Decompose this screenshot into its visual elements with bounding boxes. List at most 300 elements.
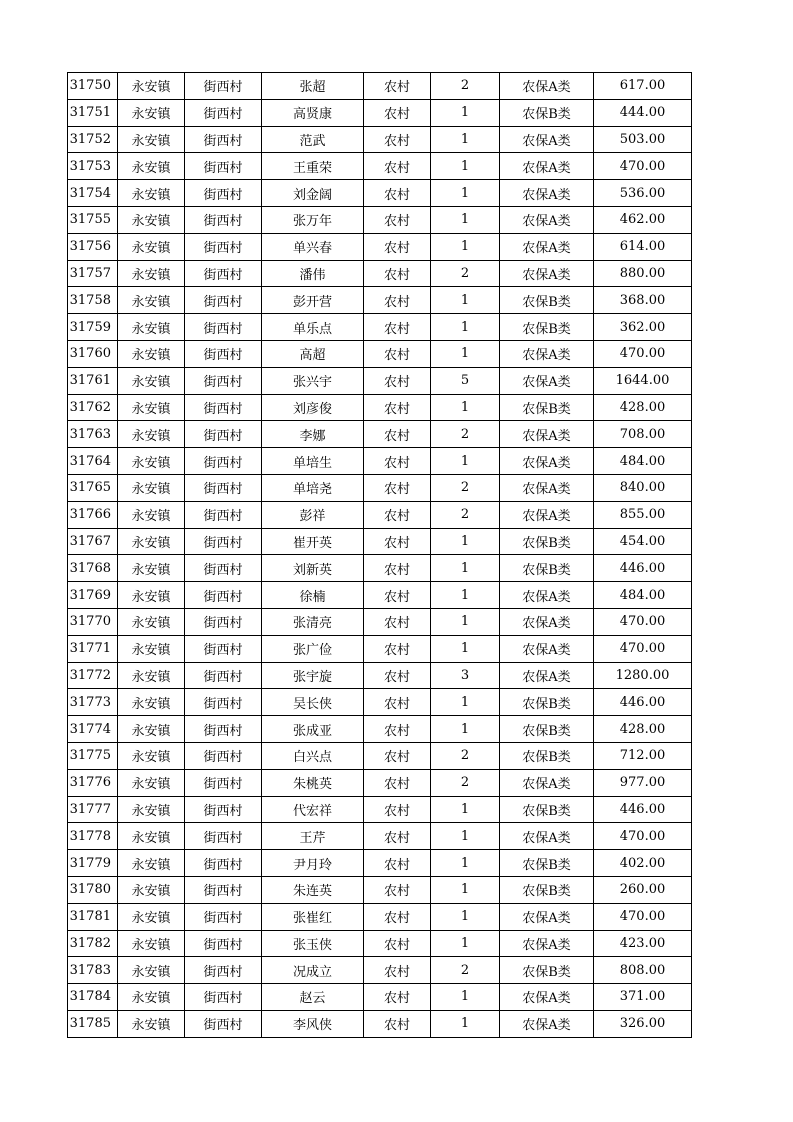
cell-record-id: 31784 [68, 984, 118, 1011]
cell-insurance-class: 农保A类 [500, 180, 594, 207]
cell-name: 张玉侠 [262, 930, 364, 957]
cell-village: 街西村 [185, 662, 262, 689]
cell-amount: 1280.00 [594, 662, 692, 689]
cell-name: 况成立 [262, 957, 364, 984]
cell-record-id: 31781 [68, 903, 118, 930]
cell-name: 张万年 [262, 206, 364, 233]
cell-household-size: 1 [431, 448, 500, 475]
cell-town: 永安镇 [118, 903, 185, 930]
cell-residence-type: 农村 [364, 984, 431, 1011]
cell-amount: 446.00 [594, 555, 692, 582]
cell-name: 高超 [262, 340, 364, 367]
cell-record-id: 31774 [68, 716, 118, 743]
cell-residence-type: 农村 [364, 689, 431, 716]
cell-record-id: 31779 [68, 850, 118, 877]
table-row [68, 314, 692, 341]
cell-household-size: 1 [431, 984, 500, 1011]
cell-amount: 840.00 [594, 474, 692, 501]
cell-insurance-class: 农保A类 [500, 474, 594, 501]
cell-village: 街西村 [185, 260, 262, 287]
cell-insurance-class: 农保B类 [500, 850, 594, 877]
cell-name: 李风侠 [262, 1010, 364, 1037]
cell-amount: 470.00 [594, 903, 692, 930]
cell-insurance-class: 农保A类 [500, 903, 594, 930]
cell-record-id: 31760 [68, 340, 118, 367]
cell-town: 永安镇 [118, 957, 185, 984]
cell-record-id: 31757 [68, 260, 118, 287]
cell-village: 街西村 [185, 796, 262, 823]
table-row [68, 984, 692, 1011]
cell-name: 白兴点 [262, 742, 364, 769]
cell-village: 街西村 [185, 233, 262, 260]
table-row [68, 340, 692, 367]
cell-record-id: 31761 [68, 367, 118, 394]
cell-record-id: 31776 [68, 769, 118, 796]
cell-village: 街西村 [185, 957, 262, 984]
cell-household-size: 1 [431, 287, 500, 314]
table-row [68, 394, 692, 421]
cell-record-id: 31750 [68, 73, 118, 100]
cell-town: 永安镇 [118, 850, 185, 877]
cell-town: 永安镇 [118, 984, 185, 1011]
table-row [68, 850, 692, 877]
cell-insurance-class: 农保A类 [500, 126, 594, 153]
cell-household-size: 1 [431, 823, 500, 850]
cell-town: 永安镇 [118, 126, 185, 153]
cell-town: 永安镇 [118, 180, 185, 207]
cell-village: 街西村 [185, 421, 262, 448]
table-row [68, 260, 692, 287]
cell-name: 吴长侠 [262, 689, 364, 716]
cell-insurance-class: 农保A类 [500, 662, 594, 689]
cell-household-size: 2 [431, 501, 500, 528]
cell-household-size: 1 [431, 340, 500, 367]
cell-name: 张清亮 [262, 608, 364, 635]
cell-insurance-class: 农保B类 [500, 742, 594, 769]
cell-town: 永安镇 [118, 73, 185, 100]
table-row [68, 796, 692, 823]
table-row [68, 153, 692, 180]
cell-amount: 708.00 [594, 421, 692, 448]
cell-insurance-class: 农保A类 [500, 233, 594, 260]
cell-insurance-class: 农保A类 [500, 930, 594, 957]
table-row [68, 823, 692, 850]
cell-name: 张广俭 [262, 635, 364, 662]
cell-insurance-class: 农保B类 [500, 876, 594, 903]
cell-town: 永安镇 [118, 287, 185, 314]
cell-village: 街西村 [185, 153, 262, 180]
cell-village: 街西村 [185, 582, 262, 609]
cell-amount: 484.00 [594, 448, 692, 475]
cell-town: 永安镇 [118, 233, 185, 260]
cell-residence-type: 农村 [364, 796, 431, 823]
cell-insurance-class: 农保B类 [500, 957, 594, 984]
table-row [68, 689, 692, 716]
cell-residence-type: 农村 [364, 474, 431, 501]
cell-town: 永安镇 [118, 153, 185, 180]
cell-insurance-class: 农保A类 [500, 984, 594, 1011]
cell-record-id: 31769 [68, 582, 118, 609]
table-row [68, 555, 692, 582]
cell-name: 王重荣 [262, 153, 364, 180]
cell-residence-type: 农村 [364, 367, 431, 394]
cell-town: 永安镇 [118, 582, 185, 609]
cell-household-size: 5 [431, 367, 500, 394]
cell-household-size: 1 [431, 180, 500, 207]
cell-town: 永安镇 [118, 314, 185, 341]
cell-record-id: 31782 [68, 930, 118, 957]
cell-residence-type: 农村 [364, 957, 431, 984]
cell-record-id: 31756 [68, 233, 118, 260]
cell-name: 张宇旋 [262, 662, 364, 689]
cell-town: 永安镇 [118, 1010, 185, 1037]
cell-household-size: 2 [431, 769, 500, 796]
cell-residence-type: 农村 [364, 582, 431, 609]
cell-name: 王芹 [262, 823, 364, 850]
cell-household-size: 1 [431, 1010, 500, 1037]
cell-name: 张崔红 [262, 903, 364, 930]
cell-name: 朱连英 [262, 876, 364, 903]
cell-residence-type: 农村 [364, 314, 431, 341]
cell-record-id: 31753 [68, 153, 118, 180]
cell-name: 李娜 [262, 421, 364, 448]
cell-insurance-class: 农保A类 [500, 153, 594, 180]
cell-village: 街西村 [185, 126, 262, 153]
cell-amount: 402.00 [594, 850, 692, 877]
cell-name: 刘金阔 [262, 180, 364, 207]
cell-name: 赵云 [262, 984, 364, 1011]
cell-town: 永安镇 [118, 823, 185, 850]
table-row [68, 287, 692, 314]
cell-insurance-class: 农保A类 [500, 73, 594, 100]
cell-name: 刘新英 [262, 555, 364, 582]
cell-town: 永安镇 [118, 99, 185, 126]
cell-household-size: 1 [431, 716, 500, 743]
cell-town: 永安镇 [118, 930, 185, 957]
table-row [68, 180, 692, 207]
table-row [68, 528, 692, 555]
cell-name: 潘伟 [262, 260, 364, 287]
cell-amount: 536.00 [594, 180, 692, 207]
cell-household-size: 1 [431, 876, 500, 903]
cell-household-size: 1 [431, 206, 500, 233]
cell-name: 朱桃英 [262, 769, 364, 796]
cell-record-id: 31759 [68, 314, 118, 341]
cell-insurance-class: 农保A类 [500, 260, 594, 287]
cell-name: 单兴春 [262, 233, 364, 260]
table-row [68, 206, 692, 233]
cell-residence-type: 农村 [364, 260, 431, 287]
cell-record-id: 31752 [68, 126, 118, 153]
table-row [68, 501, 692, 528]
cell-name: 单培尧 [262, 474, 364, 501]
cell-insurance-class: 农保A类 [500, 367, 594, 394]
table-row [68, 635, 692, 662]
cell-name: 刘彦俊 [262, 394, 364, 421]
cell-residence-type: 农村 [364, 769, 431, 796]
table-row [68, 421, 692, 448]
cell-amount: 362.00 [594, 314, 692, 341]
cell-name: 崔开英 [262, 528, 364, 555]
table-row [68, 903, 692, 930]
data-table [67, 72, 692, 1038]
cell-town: 永安镇 [118, 421, 185, 448]
cell-record-id: 31763 [68, 421, 118, 448]
cell-record-id: 31766 [68, 501, 118, 528]
cell-residence-type: 农村 [364, 340, 431, 367]
cell-household-size: 2 [431, 742, 500, 769]
cell-village: 街西村 [185, 367, 262, 394]
cell-record-id: 31751 [68, 99, 118, 126]
cell-town: 永安镇 [118, 394, 185, 421]
cell-town: 永安镇 [118, 474, 185, 501]
cell-residence-type: 农村 [364, 528, 431, 555]
cell-village: 街西村 [185, 394, 262, 421]
cell-residence-type: 农村 [364, 394, 431, 421]
cell-amount: 808.00 [594, 957, 692, 984]
cell-residence-type: 农村 [364, 153, 431, 180]
cell-town: 永安镇 [118, 555, 185, 582]
cell-household-size: 2 [431, 474, 500, 501]
cell-amount: 470.00 [594, 153, 692, 180]
cell-name: 范武 [262, 126, 364, 153]
table-row [68, 742, 692, 769]
cell-village: 街西村 [185, 180, 262, 207]
cell-household-size: 1 [431, 796, 500, 823]
cell-village: 街西村 [185, 716, 262, 743]
cell-residence-type: 农村 [364, 876, 431, 903]
cell-residence-type: 农村 [364, 555, 431, 582]
cell-village: 街西村 [185, 689, 262, 716]
cell-name: 彭开营 [262, 287, 364, 314]
cell-name: 张超 [262, 73, 364, 100]
cell-name: 尹月玲 [262, 850, 364, 877]
cell-household-size: 2 [431, 957, 500, 984]
cell-amount: 470.00 [594, 608, 692, 635]
table-row [68, 233, 692, 260]
cell-town: 永安镇 [118, 662, 185, 689]
cell-residence-type: 农村 [364, 126, 431, 153]
cell-record-id: 31785 [68, 1010, 118, 1037]
cell-village: 街西村 [185, 287, 262, 314]
cell-village: 街西村 [185, 501, 262, 528]
cell-insurance-class: 农保B类 [500, 555, 594, 582]
cell-insurance-class: 农保B类 [500, 716, 594, 743]
cell-village: 街西村 [185, 903, 262, 930]
cell-village: 街西村 [185, 73, 262, 100]
cell-amount: 371.00 [594, 984, 692, 1011]
cell-household-size: 1 [431, 689, 500, 716]
cell-record-id: 31767 [68, 528, 118, 555]
cell-town: 永安镇 [118, 796, 185, 823]
cell-village: 街西村 [185, 984, 262, 1011]
cell-amount: 712.00 [594, 742, 692, 769]
table-body [68, 73, 692, 1038]
cell-residence-type: 农村 [364, 287, 431, 314]
cell-record-id: 31765 [68, 474, 118, 501]
table-row [68, 876, 692, 903]
cell-insurance-class: 农保A类 [500, 501, 594, 528]
cell-amount: 470.00 [594, 635, 692, 662]
cell-insurance-class: 农保B类 [500, 287, 594, 314]
cell-insurance-class: 农保B类 [500, 394, 594, 421]
cell-residence-type: 农村 [364, 823, 431, 850]
cell-household-size: 1 [431, 233, 500, 260]
cell-household-size: 1 [431, 903, 500, 930]
cell-residence-type: 农村 [364, 716, 431, 743]
cell-residence-type: 农村 [364, 233, 431, 260]
table-row [68, 367, 692, 394]
cell-insurance-class: 农保A类 [500, 206, 594, 233]
cell-name: 徐楠 [262, 582, 364, 609]
cell-amount: 462.00 [594, 206, 692, 233]
cell-village: 街西村 [185, 448, 262, 475]
cell-record-id: 31777 [68, 796, 118, 823]
cell-village: 街西村 [185, 608, 262, 635]
cell-insurance-class: 农保B类 [500, 528, 594, 555]
cell-insurance-class: 农保B类 [500, 689, 594, 716]
cell-household-size: 1 [431, 394, 500, 421]
cell-village: 街西村 [185, 206, 262, 233]
cell-residence-type: 农村 [364, 99, 431, 126]
cell-household-size: 1 [431, 635, 500, 662]
table-row [68, 662, 692, 689]
cell-village: 街西村 [185, 876, 262, 903]
cell-record-id: 31764 [68, 448, 118, 475]
cell-village: 街西村 [185, 769, 262, 796]
cell-insurance-class: 农保A类 [500, 608, 594, 635]
cell-amount: 428.00 [594, 716, 692, 743]
cell-town: 永安镇 [118, 689, 185, 716]
cell-insurance-class: 农保A类 [500, 448, 594, 475]
cell-residence-type: 农村 [364, 930, 431, 957]
cell-household-size: 1 [431, 582, 500, 609]
cell-residence-type: 农村 [364, 662, 431, 689]
cell-town: 永安镇 [118, 448, 185, 475]
cell-insurance-class: 农保B类 [500, 796, 594, 823]
cell-amount: 444.00 [594, 99, 692, 126]
cell-record-id: 31778 [68, 823, 118, 850]
cell-residence-type: 农村 [364, 180, 431, 207]
cell-insurance-class: 农保B类 [500, 314, 594, 341]
cell-insurance-class: 农保A类 [500, 635, 594, 662]
cell-village: 街西村 [185, 742, 262, 769]
cell-village: 街西村 [185, 555, 262, 582]
cell-name: 张兴宇 [262, 367, 364, 394]
cell-amount: 368.00 [594, 287, 692, 314]
cell-household-size: 1 [431, 314, 500, 341]
cell-household-size: 2 [431, 73, 500, 100]
cell-amount: 977.00 [594, 769, 692, 796]
cell-village: 街西村 [185, 930, 262, 957]
cell-residence-type: 农村 [364, 73, 431, 100]
cell-town: 永安镇 [118, 260, 185, 287]
cell-residence-type: 农村 [364, 742, 431, 769]
cell-record-id: 31770 [68, 608, 118, 635]
cell-household-size: 1 [431, 930, 500, 957]
cell-record-id: 31771 [68, 635, 118, 662]
cell-amount: 326.00 [594, 1010, 692, 1037]
cell-residence-type: 农村 [364, 903, 431, 930]
cell-household-size: 1 [431, 99, 500, 126]
table-row [68, 73, 692, 100]
cell-record-id: 31758 [68, 287, 118, 314]
cell-record-id: 31772 [68, 662, 118, 689]
cell-town: 永安镇 [118, 742, 185, 769]
table-row [68, 126, 692, 153]
cell-town: 永安镇 [118, 716, 185, 743]
cell-amount: 484.00 [594, 582, 692, 609]
table-row [68, 769, 692, 796]
cell-name: 张成亚 [262, 716, 364, 743]
cell-record-id: 31773 [68, 689, 118, 716]
cell-record-id: 31754 [68, 180, 118, 207]
cell-village: 街西村 [185, 528, 262, 555]
table-row [68, 99, 692, 126]
cell-household-size: 1 [431, 528, 500, 555]
cell-amount: 503.00 [594, 126, 692, 153]
cell-amount: 446.00 [594, 796, 692, 823]
cell-insurance-class: 农保A类 [500, 421, 594, 448]
cell-household-size: 3 [431, 662, 500, 689]
cell-village: 街西村 [185, 314, 262, 341]
cell-village: 街西村 [185, 474, 262, 501]
cell-insurance-class: 农保A类 [500, 582, 594, 609]
cell-insurance-class: 农保A类 [500, 1010, 594, 1037]
cell-town: 永安镇 [118, 501, 185, 528]
cell-town: 永安镇 [118, 528, 185, 555]
cell-town: 永安镇 [118, 206, 185, 233]
cell-name: 彭祥 [262, 501, 364, 528]
cell-insurance-class: 农保A类 [500, 823, 594, 850]
table-row [68, 957, 692, 984]
cell-town: 永安镇 [118, 340, 185, 367]
cell-household-size: 1 [431, 126, 500, 153]
cell-town: 永安镇 [118, 769, 185, 796]
cell-record-id: 31780 [68, 876, 118, 903]
cell-residence-type: 农村 [364, 206, 431, 233]
cell-village: 街西村 [185, 635, 262, 662]
table-row [68, 474, 692, 501]
cell-amount: 423.00 [594, 930, 692, 957]
cell-residence-type: 农村 [364, 608, 431, 635]
cell-amount: 470.00 [594, 823, 692, 850]
cell-record-id: 31755 [68, 206, 118, 233]
cell-residence-type: 农村 [364, 635, 431, 662]
cell-household-size: 1 [431, 153, 500, 180]
cell-village: 街西村 [185, 823, 262, 850]
table-row [68, 582, 692, 609]
cell-household-size: 1 [431, 850, 500, 877]
cell-amount: 446.00 [594, 689, 692, 716]
cell-village: 街西村 [185, 340, 262, 367]
cell-town: 永安镇 [118, 876, 185, 903]
cell-town: 永安镇 [118, 367, 185, 394]
table-row [68, 448, 692, 475]
cell-name: 单培生 [262, 448, 364, 475]
cell-amount: 470.00 [594, 340, 692, 367]
table-row [68, 1010, 692, 1037]
cell-insurance-class: 农保A类 [500, 340, 594, 367]
cell-amount: 614.00 [594, 233, 692, 260]
cell-amount: 260.00 [594, 876, 692, 903]
cell-residence-type: 农村 [364, 1010, 431, 1037]
cell-household-size: 2 [431, 421, 500, 448]
cell-name: 代宏祥 [262, 796, 364, 823]
cell-record-id: 31768 [68, 555, 118, 582]
cell-insurance-class: 农保A类 [500, 769, 594, 796]
cell-residence-type: 农村 [364, 850, 431, 877]
